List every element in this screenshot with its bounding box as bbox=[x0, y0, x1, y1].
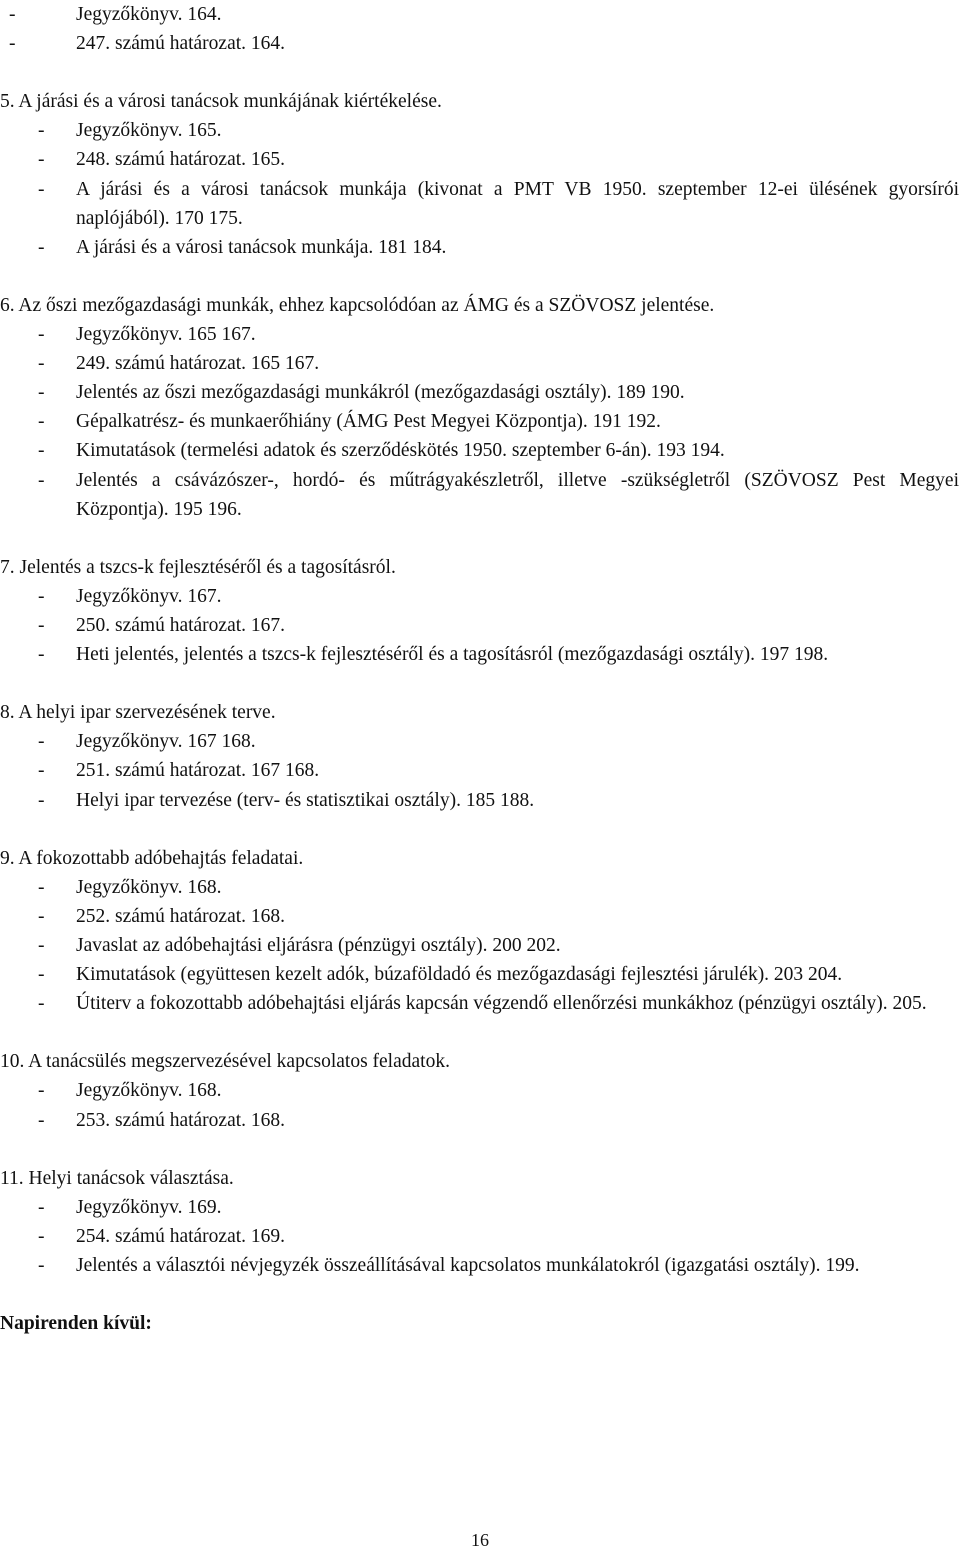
spacer bbox=[9, 58, 959, 87]
list-item-text: Heti jelentés, jelentés a tszcs-k fejlesztéséről és a tagosításról (mezőgazdasági osztály). 197 198. bbox=[76, 644, 829, 666]
list-dash: - bbox=[38, 935, 45, 956]
section-heading: 5. A járási és a városi tanácsok munkájának kiértékelése. bbox=[0, 91, 442, 113]
list-item-text: Helyi ipar tervezése (terv- és statisztikai osztály). 185 188. bbox=[76, 789, 535, 811]
list-item bbox=[9, 1193, 959, 1222]
list-dash: - bbox=[38, 440, 45, 462]
list-item bbox=[9, 1106, 959, 1135]
list-dash: - bbox=[38, 993, 45, 1015]
spacer bbox=[9, 524, 959, 553]
list-item-text: Jegyzőkönyv. 169. bbox=[76, 1196, 222, 1218]
list-item-text: 254. számú határozat. 169. bbox=[76, 1225, 286, 1247]
list-dash: - bbox=[38, 731, 45, 753]
list-item bbox=[9, 902, 959, 931]
list-item bbox=[9, 407, 959, 436]
list-dash: - bbox=[38, 120, 45, 142]
list-item-text: Jelentés a csávázószer-, hordó- és műtrágyakészletről, illetve -szükségletről (SZÖVOSZ Pest Megyei Központja). 195 196. bbox=[76, 469, 959, 520]
list-item-text: Jelentés az őszi mezőgazdasági munkákról (mezőgazdasági osztály). 189 190. bbox=[76, 382, 685, 404]
spacer bbox=[9, 262, 959, 291]
section-heading: 11. Helyi tanácsok választása. bbox=[0, 1167, 234, 1189]
list-item-text: 252. számú határozat. 168. bbox=[76, 905, 286, 927]
spacer bbox=[9, 1280, 959, 1309]
list-item-text: Jegyzőkönyv. 167. bbox=[76, 585, 222, 607]
list-item-text: A járási és a városi tanácsok munkája. 181 184. bbox=[76, 236, 447, 258]
list-item bbox=[9, 756, 959, 785]
list-item-text: Jegyzőkönyv. 168. bbox=[76, 876, 222, 898]
list-item-text: Jelentés a választói névjegyzék összeállításával kapcsolatos munkálatokról (igazgatási osztály). 199. bbox=[76, 1255, 860, 1277]
list-item bbox=[9, 582, 959, 611]
section-heading: 7. Jelentés a tszcs-k fejlesztéséről és a tagosításról. bbox=[0, 556, 396, 578]
list-dash: - bbox=[38, 1255, 45, 1277]
list-item-text: Jegyzőkönyv. 165. bbox=[76, 120, 222, 142]
list-dash: - bbox=[9, 33, 16, 55]
list-dash: - bbox=[38, 905, 45, 927]
list-item-text: 249. számú határozat. 165 167. bbox=[76, 353, 320, 375]
list-dash: - bbox=[38, 469, 45, 491]
page-number: 16 bbox=[471, 1530, 489, 1550]
list-dash: - bbox=[38, 876, 45, 898]
list-dash: - bbox=[38, 1109, 45, 1131]
list-item bbox=[9, 1251, 959, 1280]
list-item bbox=[9, 611, 959, 640]
list-item bbox=[0, 29, 959, 58]
list-item-text: 248. számú határozat. 165. bbox=[76, 149, 286, 171]
list-dash: - bbox=[38, 644, 45, 666]
section-heading: 6. Az őszi mezőgazdasági munkák, ehhez kapcsolódóan az ÁMG és a SZÖVOSZ jelentése. bbox=[0, 294, 715, 316]
list-item bbox=[9, 436, 959, 465]
list-dash: - bbox=[38, 964, 45, 986]
list-item bbox=[9, 786, 959, 815]
list-item bbox=[9, 378, 959, 407]
closing-heading: Napirenden kívül: bbox=[0, 1313, 152, 1335]
spacer bbox=[9, 815, 959, 844]
list-dash: - bbox=[38, 1225, 45, 1247]
list-item-text: Javaslat az adóbehajtási eljárásra (pénzügyi osztály). 200 202. bbox=[76, 935, 561, 956]
list-item-text: 247. számú határozat. 164. bbox=[76, 33, 286, 55]
list-item bbox=[9, 116, 959, 145]
list-item bbox=[9, 989, 959, 1018]
list-item bbox=[9, 233, 959, 262]
list-item bbox=[9, 1222, 959, 1251]
list-dash: - bbox=[38, 585, 45, 607]
list-item bbox=[9, 960, 959, 989]
list-item bbox=[9, 145, 959, 174]
list-item bbox=[9, 727, 959, 756]
list-dash: - bbox=[38, 236, 45, 258]
list-item-text: 250. számú határozat. 167. bbox=[76, 614, 286, 636]
list-item bbox=[9, 349, 959, 378]
list-item-text: Kimutatások (termelési adatok és szerződéskötés 1950. szeptember 6-án). 193 194. bbox=[76, 440, 725, 462]
section-heading: 8. A helyi ipar szervezésének terve. bbox=[0, 702, 276, 724]
list-item bbox=[9, 640, 959, 669]
list-dash: - bbox=[38, 411, 45, 433]
list-item-text: Jegyzőkönyv. 165 167. bbox=[76, 324, 256, 346]
list-dash: - bbox=[38, 382, 45, 404]
section-heading: 9. A fokozottabb adóbehajtás feladatai. bbox=[0, 847, 304, 869]
list-item bbox=[9, 175, 959, 233]
list-dash: - bbox=[9, 4, 16, 25]
list-item-text: Gépalkatrész- és munkaerőhiány (ÁMG Pest Megyei Központja). 191 192. bbox=[76, 411, 661, 433]
list-item-text: Útiterv a fokozottabb adóbehajtási eljárás kapcsán végzendő ellenőrzési munkákhoz (pénzügyi osztály). 205. bbox=[76, 993, 927, 1015]
spacer bbox=[9, 1018, 959, 1047]
list-item-text: 251. számú határozat. 167 168. bbox=[76, 760, 320, 782]
list-dash: - bbox=[38, 178, 45, 200]
list-item-text: Jegyzőkönyv. 167 168. bbox=[76, 731, 256, 753]
list-item bbox=[9, 873, 959, 902]
list-item bbox=[9, 320, 959, 349]
spacer bbox=[9, 1135, 959, 1164]
list-item bbox=[9, 931, 959, 960]
list-dash: - bbox=[38, 1080, 45, 1102]
list-item bbox=[9, 466, 959, 524]
list-item-text: 253. számú határozat. 168. bbox=[76, 1109, 286, 1131]
list-item bbox=[9, 1076, 959, 1105]
list-dash: - bbox=[38, 324, 45, 346]
list-dash: - bbox=[38, 614, 45, 636]
list-dash: - bbox=[38, 760, 45, 782]
list-item bbox=[0, 0, 959, 29]
list-item-text: Jegyzőkönyv. 168. bbox=[76, 1080, 222, 1102]
list-dash: - bbox=[38, 149, 45, 171]
list-dash: - bbox=[38, 353, 45, 375]
section-heading: 10. A tanácsülés megszervezésével kapcsolatos feladatok. bbox=[0, 1051, 450, 1073]
list-dash: - bbox=[38, 789, 45, 811]
list-item-text: Jegyzőkönyv. 164. bbox=[76, 4, 222, 25]
list-item-text: A járási és a városi tanácsok munkája (kivonat a PMT VB 1950. szeptember 12-ei ülésének gyorsírói naplójából). 170 175. bbox=[76, 178, 959, 229]
list-dash: - bbox=[38, 1196, 45, 1218]
list-item-text: Kimutatások (együttesen kezelt adók, búzaföldadó és mezőgazdasági fejlesztési járulék). 203 204. bbox=[76, 964, 843, 986]
spacer bbox=[9, 669, 959, 698]
